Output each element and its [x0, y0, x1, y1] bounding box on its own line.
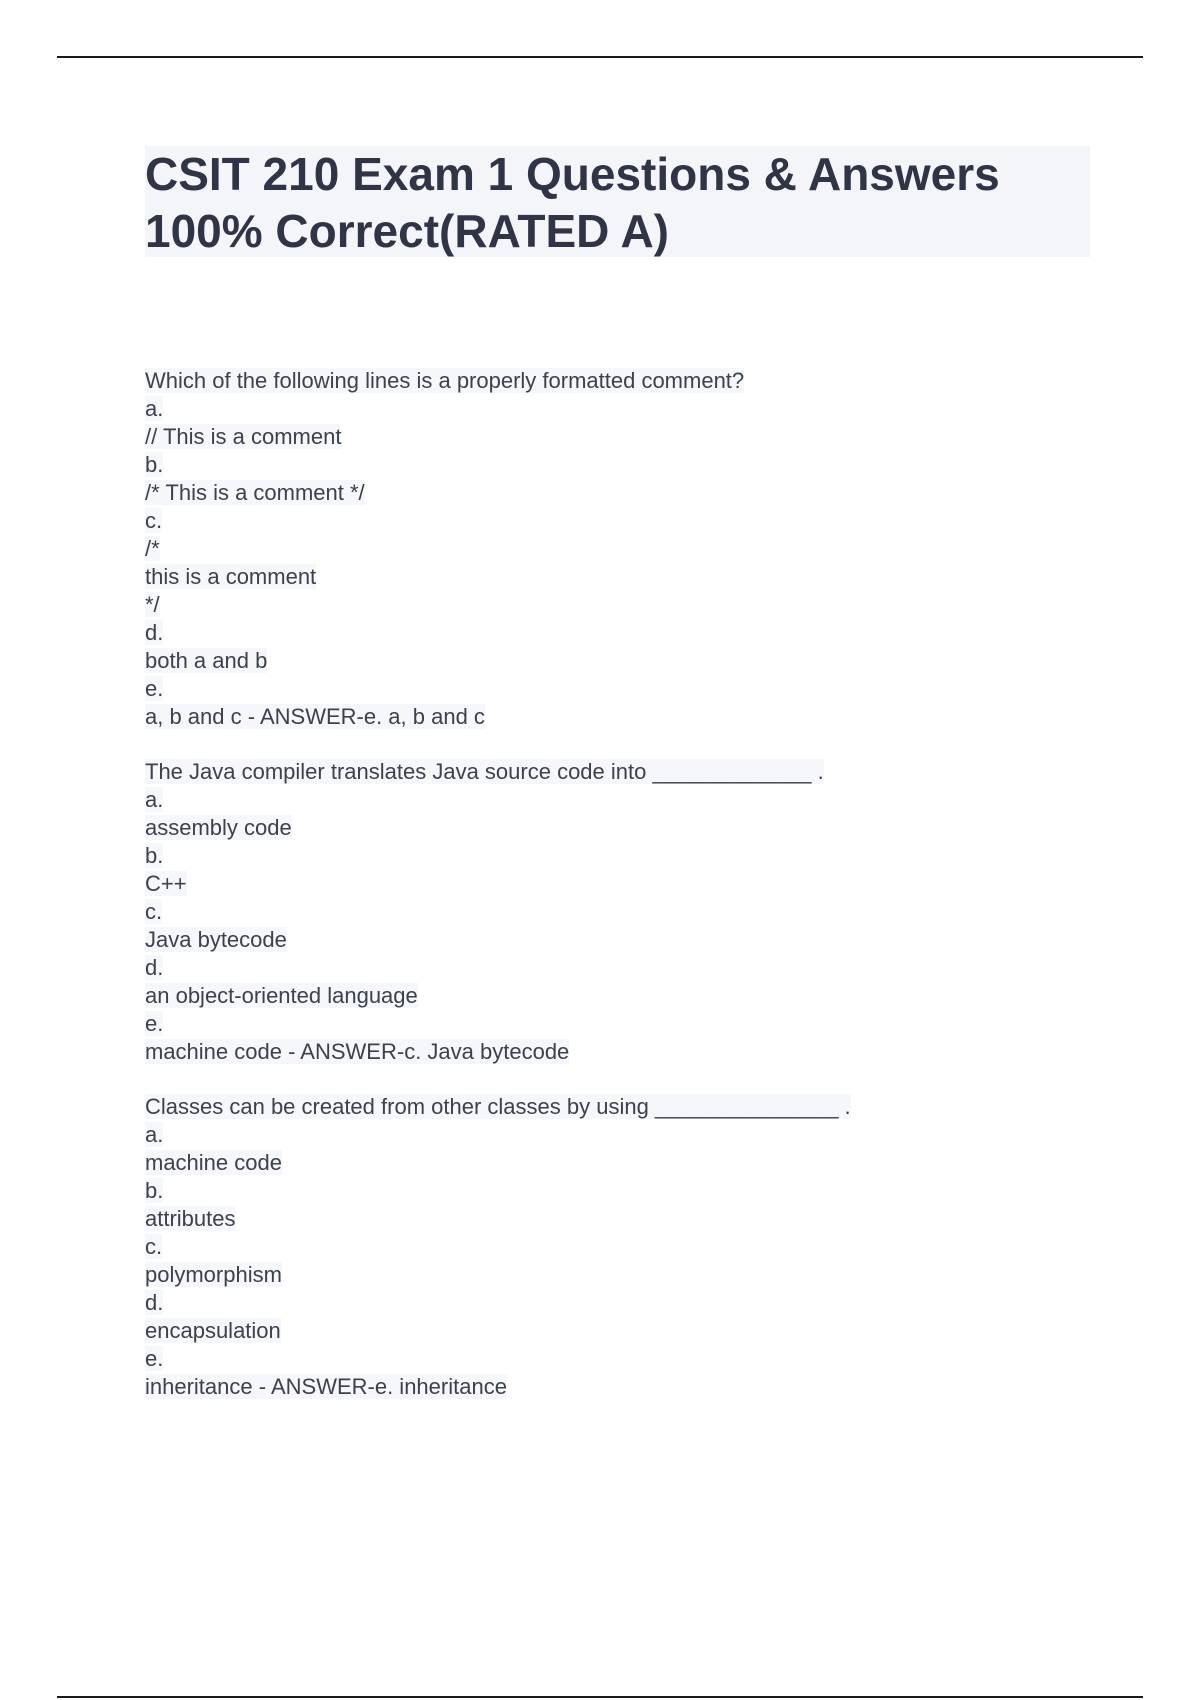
line-text: d. [145, 620, 164, 645]
line-text: a. [145, 787, 164, 812]
line-text: e. [145, 676, 164, 701]
title-line-1: CSIT 210 Exam 1 Questions & Answers [145, 148, 1000, 200]
line-text: c. [145, 899, 163, 924]
line-text: a. [145, 396, 164, 421]
question-text [145, 367, 1090, 395]
question-line [145, 1345, 1090, 1373]
question-line [145, 898, 1090, 926]
line-text: Java bytecode [145, 927, 287, 952]
question-text [145, 758, 1090, 786]
question-line [145, 479, 1090, 507]
line-text: // This is a comment [145, 424, 342, 449]
question-block [145, 367, 1090, 731]
question-line [145, 1261, 1090, 1289]
question-line [145, 1205, 1090, 1233]
question-line [145, 1373, 1090, 1401]
document-title [145, 146, 1090, 257]
question-block [145, 1093, 1090, 1401]
line-text: encapsulation [145, 1318, 281, 1343]
question-line [145, 1177, 1090, 1205]
question-line [145, 814, 1090, 842]
question-line [145, 786, 1090, 814]
line-text: a. [145, 1122, 164, 1147]
question-line [145, 1121, 1090, 1149]
question-line [145, 563, 1090, 591]
line-text: /* [145, 536, 160, 561]
question-line [145, 647, 1090, 675]
top-rule [57, 56, 1143, 58]
question-line [145, 1233, 1090, 1261]
line-text: machine code [145, 1150, 282, 1175]
title-line-2: 100% Correct(RATED A) [145, 205, 669, 257]
question-block [145, 758, 1090, 1066]
line-text: /* This is a comment */ [145, 480, 365, 505]
line-text: C++ [145, 871, 187, 896]
question-line [145, 1010, 1090, 1038]
question-text [145, 1093, 1090, 1121]
question-line [145, 982, 1090, 1010]
question-line [145, 535, 1090, 563]
line-text: d. [145, 955, 164, 980]
line-text: Classes can be created from other classes by using _______________ . [145, 1094, 851, 1119]
line-text: an object-oriented language [145, 983, 418, 1008]
line-text: */ [145, 592, 160, 617]
question-line [145, 1317, 1090, 1345]
question-line [145, 842, 1090, 870]
line-text: inheritance - ANSWER-e. inheritance [145, 1374, 507, 1399]
question-line [145, 451, 1090, 479]
bottom-rule [57, 1696, 1143, 1698]
line-text: b. [145, 452, 164, 477]
question-line [145, 1289, 1090, 1317]
line-text: both a and b [145, 648, 268, 673]
questions-list [145, 367, 1090, 1428]
line-text: assembly code [145, 815, 292, 840]
line-text: e. [145, 1346, 164, 1371]
question-line [145, 870, 1090, 898]
question-line [145, 395, 1090, 423]
question-line [145, 1038, 1090, 1066]
question-line [145, 926, 1090, 954]
line-text: c. [145, 508, 163, 533]
line-text: a, b and c - ANSWER-e. a, b and c [145, 704, 485, 729]
line-text: machine code - ANSWER-c. Java bytecode [145, 1039, 570, 1064]
line-text: this is a comment [145, 564, 317, 589]
line-text: attributes [145, 1206, 236, 1231]
question-line [145, 591, 1090, 619]
line-text: b. [145, 843, 164, 868]
question-line [145, 954, 1090, 982]
line-text: d. [145, 1290, 164, 1315]
line-text: e. [145, 1011, 164, 1036]
question-line [145, 423, 1090, 451]
question-line [145, 1149, 1090, 1177]
line-text: c. [145, 1234, 163, 1259]
question-line [145, 507, 1090, 535]
line-text: Which of the following lines is a properly formatted comment? [145, 368, 745, 393]
line-text: The Java compiler translates Java source code into _____________ . [145, 759, 824, 784]
line-text: polymorphism [145, 1262, 282, 1287]
question-line [145, 675, 1090, 703]
question-line [145, 619, 1090, 647]
question-line [145, 703, 1090, 731]
line-text: b. [145, 1178, 164, 1203]
